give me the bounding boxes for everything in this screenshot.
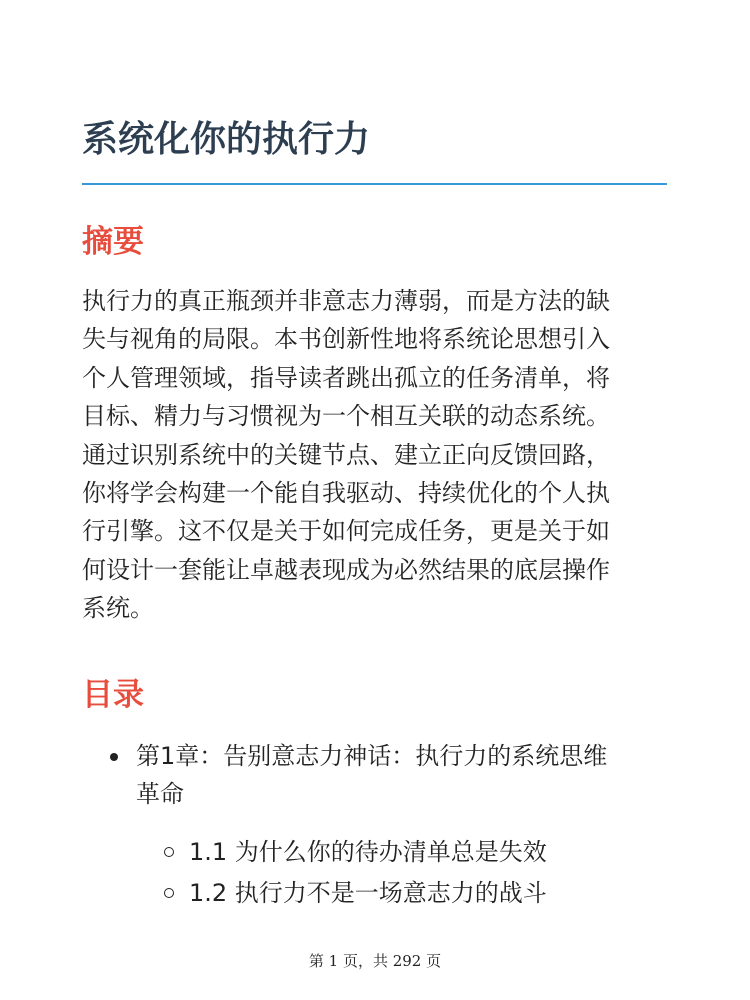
toc-chapter-title (136, 737, 696, 814)
toc-chapter-line: 第1章：告别意志力神话：执行力的系统思维 (136, 742, 608, 770)
toc-section-item (135, 874, 655, 914)
toc-section-title: 1.1 为什么你的待办清单总是失效 (189, 838, 547, 866)
abstract-line: 执行力的真正瓶颈并非意志力薄弱，而是方法的缺 (82, 287, 610, 315)
bullet-icon (110, 753, 118, 761)
abstract-line: 个人管理领域，指导读者跳出孤立的任务清单，将 (82, 363, 610, 392)
toc-section-item (135, 833, 655, 873)
page-number-footer: 第 1 页，共 292 页 (308, 952, 442, 970)
abstract-heading: 摘要 (82, 224, 144, 260)
document-title: 系统化你的执行力 (82, 119, 371, 160)
abstract-line: 失与视角的局限。本书创新性地将系统论思想引入 (82, 325, 610, 354)
abstract-paragraph (82, 282, 682, 628)
toc-heading: 目录 (82, 677, 144, 713)
abstract-line: 你将学会构建一个能自我驱动、持续优化的个人执 (82, 479, 610, 508)
abstract-line: 行引擎。这不仅是关于如何完成任务，更是关于如 (82, 517, 610, 546)
toc-chapter-line: 革命 (136, 780, 184, 809)
abstract-line: 目标、精力与习惯视为一个相互关联的动态系统。 (82, 402, 610, 431)
toc-section-title: 1.2 执行力不是一场意志力的战斗 (189, 879, 547, 907)
circle-bullet-icon (164, 847, 174, 857)
circle-bullet-icon (164, 888, 174, 898)
title-divider (82, 183, 667, 185)
abstract-line: 何设计一套能让卓越表现成为必然结果的底层操作 (82, 555, 610, 584)
abstract-line: 通过识别系统中的关键节点、建立正向反馈回路， (82, 440, 610, 469)
abstract-line: 系统。 (82, 594, 154, 623)
